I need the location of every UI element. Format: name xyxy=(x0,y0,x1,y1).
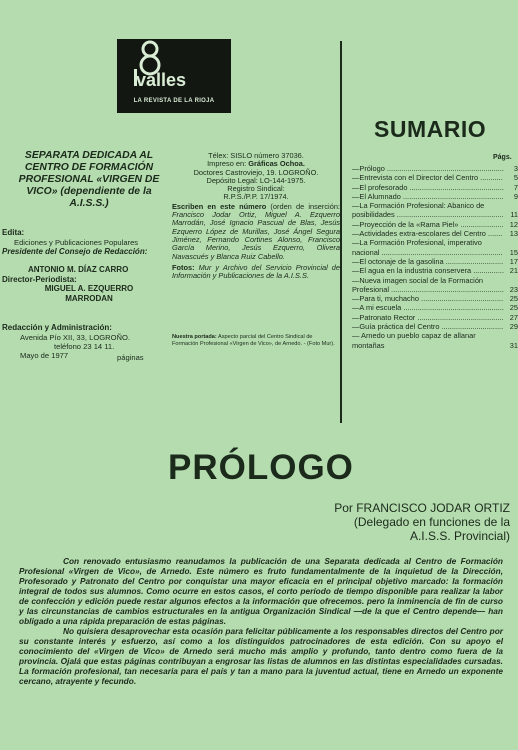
toc-item-title: —Nueva imagen social de la Formación Profesional ....................................................... xyxy=(352,275,504,294)
toc-item-title: —El octonaje de la gasolina ............................ xyxy=(352,256,504,266)
toc-item-title: —El profesorado .............................................. xyxy=(352,182,504,192)
edita-value: Ediciones y Publicaciones Populares xyxy=(14,238,139,247)
toc-item xyxy=(352,266,518,275)
logo-name: valles xyxy=(136,70,187,90)
escriben-block xyxy=(172,203,340,261)
toc-item-title: —Proyección de la «Rama Piel» ..................... xyxy=(352,219,504,229)
presidente-value: ANTONIO M. DÍAZ CARRO xyxy=(28,265,129,274)
director-label: Director-Periodista: xyxy=(2,275,77,284)
toc-item-page: 29 xyxy=(509,322,518,332)
escriben-intro: (orden de inserción: xyxy=(270,201,340,211)
presidente-label: Presidente del Consejo de Redacción: xyxy=(2,247,148,256)
toc-item-title: — Arnedo un pueblo capaz de allanar montañas xyxy=(352,331,476,350)
redaccion-label: Redacción y Administración: xyxy=(2,323,112,332)
toc-item-page: 15 xyxy=(509,247,518,257)
toc-item xyxy=(352,238,518,257)
separata-heading: SEPARATA DEDICADA AL CENTRO DE FORMACIÓN PROFESIONAL «VIRGEN DE VICO» (dependiente de la A.I.S.S.) xyxy=(18,150,160,209)
toc-item-page: 21 xyxy=(509,266,518,276)
telex: Télex: SISLO número 37036. xyxy=(208,151,304,160)
escriben-names: Francisco Jodar Ortiz, Miguel A. Ezquerro Marrodán, José Ignacio Pascual de Blas, Jesús Ezquerro López de Murillas, José Ángel Segura Jiménez, Fernando Cortines Alonso, Francisco García Merino, Jesús Ezquerro, Olivera Navascués y Blanca Ruiz Cabello. xyxy=(172,210,340,261)
printer-name: Gráficas Ochoa. xyxy=(248,159,305,169)
toc-item-page: 27 xyxy=(509,312,518,322)
issue-pages: páginas xyxy=(117,353,144,362)
toc-item-page: 12 xyxy=(509,219,518,229)
logo-tagline: LA REVISTA DE LA RIOJA xyxy=(133,98,215,104)
toc-item xyxy=(352,257,518,266)
fotos-block xyxy=(172,264,340,281)
toc-item-title: —La Formación Profesional: Abanico de posibilidades .................................................... xyxy=(352,201,504,220)
toc-item-title: —Guía práctica del Centro .............................. xyxy=(352,322,504,332)
magazine-logo xyxy=(117,39,231,113)
toc-item xyxy=(352,303,518,312)
toc-item-title: —El agua en la industria conservera ............... xyxy=(352,266,504,276)
sumario-title: SUMARIO xyxy=(374,116,487,142)
toc-item xyxy=(352,313,518,322)
impreso-line: Impreso en: Gráficas Ochoa. xyxy=(207,159,305,169)
registro-value: R.P.S./P.P. 17/1974. xyxy=(223,192,289,202)
toc-item-page: 3 xyxy=(513,164,518,173)
toc-item-page: 11 xyxy=(510,210,518,220)
portada-label: Nuestra portada: xyxy=(172,334,217,340)
issue-date: Mayo de 1977 xyxy=(20,351,69,360)
toc-item xyxy=(352,183,518,192)
toc-item-page: 13 xyxy=(509,229,518,239)
toc-item-title: —Para ti, muchacho ........................................ xyxy=(352,294,504,304)
toc-item xyxy=(352,192,518,201)
prologo-paragraph-2: No quisiera desaprovechar esta ocasión para felicitar públicamente a los responsables directos del Centro por su constante interés y esfuerzo, así como a los distinguidos patrocinadores de esta edición. Con su apoyo el conocimiento del «Virgen de Vico» de Arnedo será mucho más amplio y profundo, tanto dentro como fuera de la provincia. Ojalá que estas páginas contribuyan a engrosar las listas de alumnos en las distintas especialidades cursadas. La formación profesional, tan necesaria para el país y tan a mano para la juventud actual, tiene en Arnedo un exponente cercano, atrayente y fecundo. xyxy=(19,626,503,686)
toc-item-page: 5 xyxy=(513,173,518,183)
portada-note xyxy=(172,334,340,347)
toc-item xyxy=(352,229,518,238)
toc-item-title: —Patronato Rector .......................................... xyxy=(352,312,504,322)
registro-label: Registro Sindical: xyxy=(227,184,285,194)
deposito-legal: Depósito Legal: LO-144-1975. xyxy=(206,175,306,185)
table-of-contents xyxy=(352,164,518,350)
toc-item-title: —A mi escuela ................................................. xyxy=(352,303,504,313)
toc-item xyxy=(352,220,518,229)
column-divider xyxy=(340,41,342,423)
prologo-title: PRÓLOGO xyxy=(168,448,354,487)
fotos-label: Fotos: xyxy=(172,262,195,272)
prologo-body xyxy=(19,556,503,686)
byline-org: A.I.S.S. Provincial) xyxy=(409,529,510,543)
edita-label: Edita: xyxy=(2,228,25,237)
toc-item xyxy=(352,294,518,303)
escriben-label: Escriben en este número xyxy=(172,201,267,211)
toc-item xyxy=(352,331,518,350)
fotos-value: Mur y Archivo del Servicio Provincial de Información y Publicaciones de la A.I.S.S. xyxy=(172,262,340,281)
toc-item-title: —La Formación Profesional, imperativo nacional ........................................................... xyxy=(352,238,503,257)
redaccion-address: Avenida Pío XII, 33, LOGROÑO. xyxy=(20,333,131,342)
printer-address: Doctores Castroviejo, 19. LOGROÑO. xyxy=(193,167,319,177)
pages-header: Págs. xyxy=(493,154,512,161)
portada-value: Aspecto parcial del Centro Sindical de Formación Profesional «Virgen de Vico», de Arnedo. - (Foto Mur). xyxy=(172,334,335,347)
byline-author: Por FRANCISCO JODAR ORTIZ xyxy=(334,501,510,515)
toc-item-page: 23 xyxy=(509,284,518,294)
toc-item-page: 31 xyxy=(509,340,518,350)
toc-item-page: 25 xyxy=(509,303,518,313)
toc-item xyxy=(352,173,518,182)
director-value: MIGUEL A. EZQUERRO MARRODAN xyxy=(44,284,134,303)
toc-item xyxy=(352,276,518,295)
toc-item-page: 17 xyxy=(509,256,518,266)
credits-column xyxy=(172,152,340,280)
redaccion-phone: teléfono 23 14 11. xyxy=(54,342,115,351)
toc-item-title: —Entrevista con el Director del Centro ........... xyxy=(352,173,503,183)
toc-item-page: 25 xyxy=(509,294,518,304)
toc-item-title: —Prólogo ......................................................... xyxy=(352,164,504,173)
prologo-paragraph-1: Con renovado entusiasmo reanudamos la publicación de una Separata dedicada al Centro de Formación Profesional «Virgen de Vico», de Arnedo. Este número es fruto fundamentalmente de la inquietud de la Dirección, Profesorado y Patronato del Centro por conquistar una mayor eficacia en el principal objetivo marcado: la formación integral de todos sus alumnos. Como ocurre en estos casos, el corto período de tiempo disponible para realizar la labor de confección y edición puede restar algunos efectos a la información que ofrecemos. pero la inminencia de fin de curso y las circunstancias de cambios estructurales en la antigua Organización Sindical —de la que el Centro depende— han obligado a una rápida preparación de estas páginas. xyxy=(19,556,503,626)
toc-item-page: 9 xyxy=(513,191,518,201)
byline xyxy=(240,501,510,543)
toc-item xyxy=(352,164,518,173)
toc-item-page: 7 xyxy=(513,182,518,192)
byline-role: (Delegado en funciones de la xyxy=(353,515,510,529)
toc-item-title: —El Alumnado ................................................. xyxy=(352,191,504,201)
toc-item xyxy=(352,201,518,220)
valles-logo-mark xyxy=(120,39,228,91)
toc-item xyxy=(352,322,518,331)
toc-item-title: —Actividades extra-escolares del Centro ....... xyxy=(352,229,503,239)
